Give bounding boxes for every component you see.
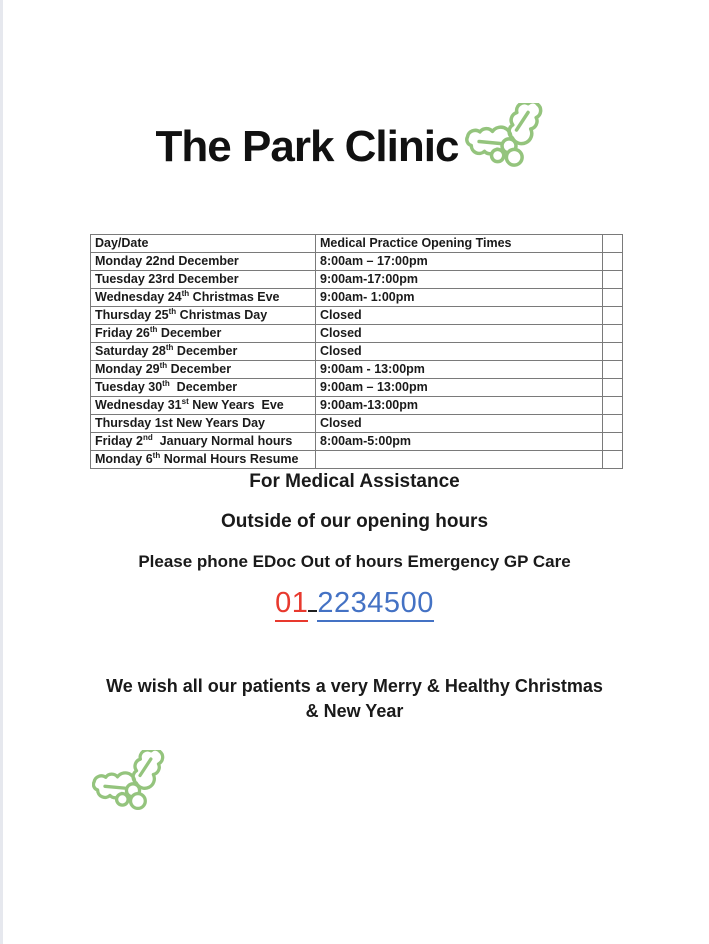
christmas-wish <box>0 674 709 724</box>
document-header <box>0 103 709 173</box>
empty-cell <box>603 343 623 361</box>
column-header-day: Day/Date <box>91 235 316 253</box>
empty-cell <box>603 433 623 451</box>
table-row <box>91 289 623 307</box>
empty-cell <box>603 289 623 307</box>
table-row <box>91 361 623 379</box>
day-cell: Tuesday 23rd December <box>91 271 316 289</box>
wish-line-2: & New Year <box>305 701 404 721</box>
table-row <box>91 307 623 325</box>
time-cell: 9:00am-17:00pm <box>316 271 603 289</box>
empty-cell <box>603 253 623 271</box>
holly-icon <box>92 750 174 816</box>
phone-area-code: 01 <box>275 587 308 622</box>
page-title: The Park Clinic <box>155 122 459 171</box>
time-cell: Closed <box>316 415 603 433</box>
day-cell: Friday 26th December <box>91 325 316 343</box>
outside-hours-heading: Outside of our opening hours <box>220 511 489 532</box>
wish-line-1: We wish all our patients a very Merry & Healthy Christmas <box>106 676 603 696</box>
time-cell: 9:00am-13:00pm <box>316 397 603 415</box>
phone-number-link[interactable] <box>0 584 709 620</box>
day-cell: Thursday 1st New Years Day <box>91 415 316 433</box>
day-cell: Monday 22nd December <box>91 253 316 271</box>
day-cell: Saturday 28th December <box>91 343 316 361</box>
empty-cell <box>603 379 623 397</box>
empty-cell <box>603 415 623 433</box>
time-cell: 8:00am – 17:00pm <box>316 253 603 271</box>
table-header-row <box>91 235 623 253</box>
time-cell: 9:00am - 13:00pm <box>316 361 603 379</box>
day-cell: Monday 6th Normal Hours Resume <box>91 451 316 469</box>
time-cell: 8:00am-5:00pm <box>316 433 603 451</box>
time-cell: 9:00am – 13:00pm <box>316 379 603 397</box>
empty-cell <box>603 361 623 379</box>
empty-cell <box>603 451 623 469</box>
empty-cell <box>603 307 623 325</box>
table-row <box>91 253 623 271</box>
empty-cell <box>603 325 623 343</box>
day-cell: Thursday 25th Christmas Day <box>91 307 316 325</box>
table-row <box>91 325 623 343</box>
table-row <box>91 343 623 361</box>
opening-times-table <box>90 234 623 469</box>
table-row <box>91 415 623 433</box>
empty-cell <box>603 397 623 415</box>
table-row <box>91 433 623 451</box>
medical-assistance-heading: For Medical Assistance <box>249 471 460 492</box>
table-row <box>91 379 623 397</box>
table-row <box>91 271 623 289</box>
time-cell: 9:00am- 1:00pm <box>316 289 603 307</box>
day-cell: Tuesday 30th December <box>91 379 316 397</box>
day-cell: Wednesday 31st New Years Eve <box>91 397 316 415</box>
edoc-instruction: Please phone EDoc Out of hours Emergency GP Care <box>138 552 571 571</box>
day-cell: Monday 29th December <box>91 361 316 379</box>
table-row <box>91 451 623 469</box>
phone-local-number: 2234500 <box>317 587 433 622</box>
table-row <box>91 397 623 415</box>
column-header-times: Medical Practice Opening Times <box>316 235 603 253</box>
empty-cell <box>603 271 623 289</box>
day-cell: Wednesday 24th Christmas Eve <box>91 289 316 307</box>
time-cell: Closed <box>316 343 603 361</box>
time-cell: Closed <box>316 307 603 325</box>
holly-icon <box>465 103 553 173</box>
time-cell <box>316 451 603 469</box>
time-cell: Closed <box>316 325 603 343</box>
day-cell: Friday 2nd January Normal hours <box>91 433 316 451</box>
column-header-empty <box>603 235 623 253</box>
